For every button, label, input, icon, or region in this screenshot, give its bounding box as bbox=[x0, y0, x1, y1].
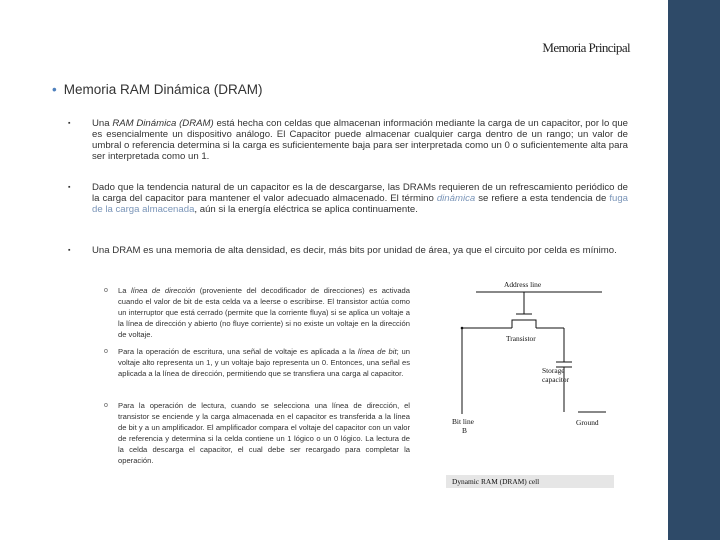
junction-dot bbox=[461, 327, 464, 330]
text-segment: La bbox=[118, 286, 131, 295]
nested-list-item bbox=[104, 347, 410, 380]
text-segment: (proveniente del decodificador de direcciones) es activada cuando el valor de bit de esta celda va a leerse o escribirse. El transistor actúa como un interruptor que está cerrado (permite que la corriente fluya) si se aplica un voltaje a la línea de dirección y abierto (no fluye corriente) si no existe un voltaje en la dirección de voltaje. bbox=[118, 286, 410, 339]
text-segment: está hecha con celdas que almacenan información mediante la carga de un capacitor, por lo que es esencialmente un dispositivo análogo. El Capacitor puede almacenar cualquier carga dentro de un rango; un valor de umbral o referencia determina si la carga es suficientemente baja para ser interpretada como un 0 o suficientemente alta para ser interpretada como un 1. bbox=[92, 118, 629, 162]
square-bullet: ▪ bbox=[68, 247, 71, 254]
square-bullet: ▪ bbox=[68, 184, 71, 191]
square-bullet: ▪ bbox=[68, 120, 71, 127]
main-heading-text: Memoria RAM Dinámica (DRAM) bbox=[63, 82, 263, 97]
nested-list-item bbox=[104, 286, 410, 341]
text-segment: Una bbox=[92, 118, 113, 129]
nested-item-text bbox=[118, 347, 410, 380]
list-item-text bbox=[92, 245, 628, 256]
ground-label: Ground bbox=[576, 418, 599, 427]
circle-bullet: o bbox=[104, 287, 108, 294]
figure-caption: Dynamic RAM (DRAM) cell bbox=[446, 475, 614, 488]
transistor-label: Transistor bbox=[506, 334, 536, 343]
side-accent-bar bbox=[668, 0, 720, 540]
storage-capacitor-label: Storage capacitor bbox=[542, 366, 570, 384]
text-segment: ; un voltaje alto representa un 1, y un voltaje bajo representa un 0. Entonces, una señal es aplicada a la línea de dirección, permitiendo que se transfiera una carga al capacitor. bbox=[118, 347, 411, 378]
text-segment: Dado que la tendencia natural de un capacitor es la de descargarse, las DRAMs requieren de un refrescamiento periódico de la carga del capacitor para mantener el valor adecuado almacenado. El término bbox=[92, 182, 628, 204]
circle-bullet: o bbox=[104, 348, 108, 355]
dram-circuit bbox=[446, 272, 614, 488]
text-segment: se refiere a esta tendencia de bbox=[475, 193, 610, 204]
list-item-text bbox=[92, 182, 628, 215]
list-item bbox=[68, 245, 628, 256]
dram-cell-diagram bbox=[446, 272, 614, 488]
bit-line-label: Bit line B bbox=[452, 417, 474, 435]
text-segment: línea de dirección bbox=[130, 286, 196, 295]
text-segment: línea de bit bbox=[357, 347, 397, 356]
list-item bbox=[68, 118, 628, 162]
page-title: Memoria Principal bbox=[542, 40, 630, 55]
text-segment: RAM Dinámica (DRAM) bbox=[112, 118, 214, 129]
list-item-text bbox=[92, 118, 628, 162]
text-segment: Para la operación de lectura, cuando se selecciona una línea de dirección, el transistor se enciende y la carga almacenada en el capacitor es transferida a la línea de bit y a un amplificador. El amplificador compara el voltaje del capacitor con un valor de referencia y determina si la celda contiene un 1 lógico o un 0 lógico. La lectura de la celda descarga el capacitor, el cual debe ser recargado para completar la operación. bbox=[118, 401, 410, 465]
transistor-body bbox=[512, 320, 536, 328]
text-segment: Una DRAM es una memoria de alta densidad, es decir, más bits por unidad de área, ya que el circuito por celda es mínimo. bbox=[92, 245, 617, 256]
main-bullet: • bbox=[52, 82, 57, 97]
text-segment: Para la operación de escritura, una señal de voltaje es aplicada a la bbox=[118, 347, 358, 356]
text-segment: fuga de la carga almacenada bbox=[92, 193, 628, 215]
main-heading bbox=[52, 82, 263, 97]
nested-item-text bbox=[118, 286, 410, 341]
nested-item-text bbox=[118, 401, 410, 466]
text-segment: , aún si la energía eléctrica se aplica continuamente. bbox=[194, 204, 418, 215]
circle-bullet: o bbox=[104, 402, 108, 409]
text-segment: dinámica bbox=[436, 193, 476, 204]
nested-list-item bbox=[104, 401, 410, 466]
address-line-label: Address line bbox=[504, 280, 542, 289]
list-item bbox=[68, 182, 628, 215]
